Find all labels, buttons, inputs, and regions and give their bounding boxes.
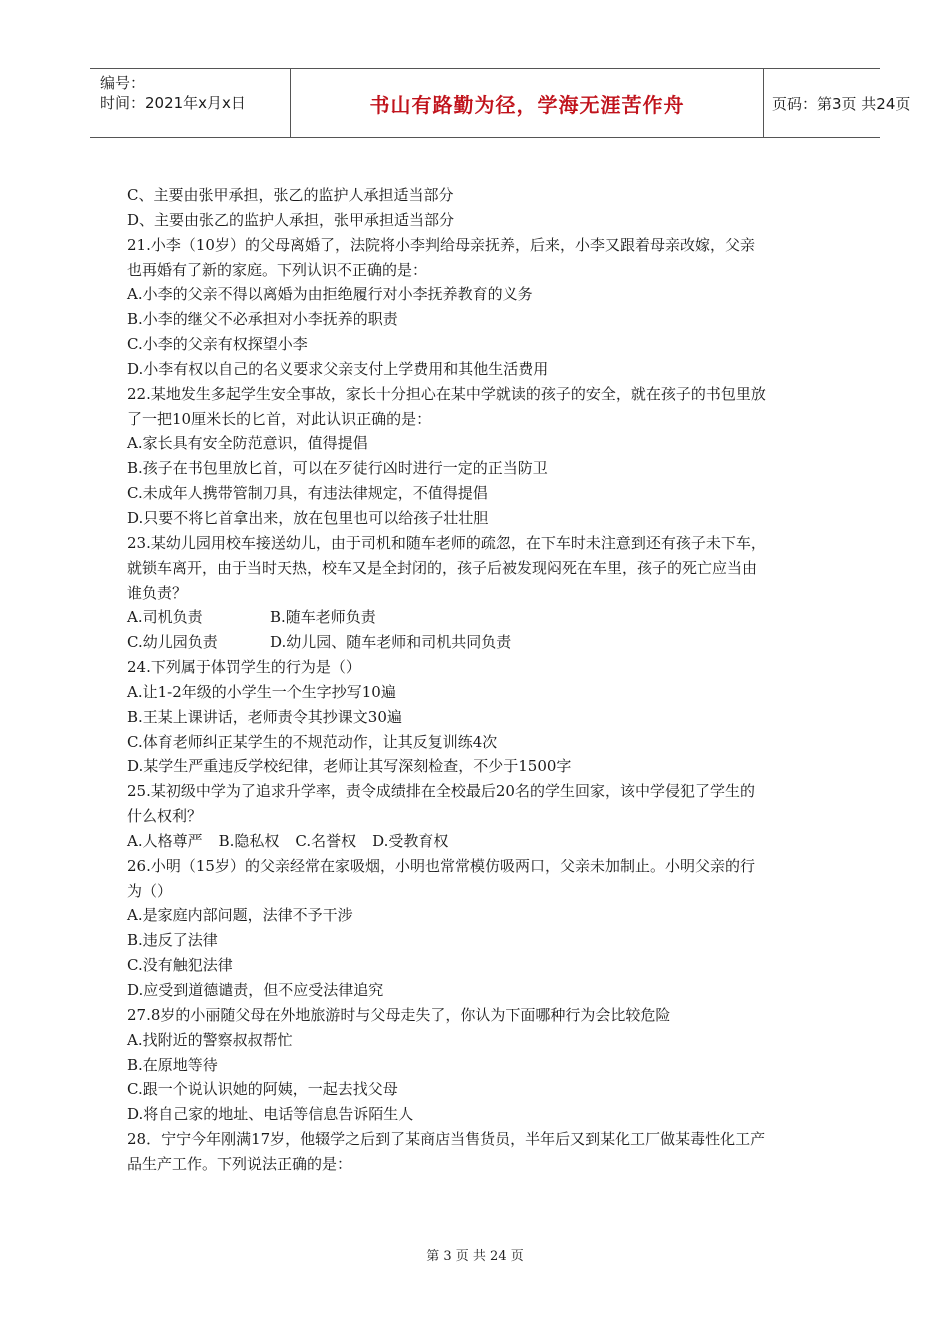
text-line: 品生产工作。下列说法正确的是： [127, 1154, 353, 1173]
header-meta [90, 69, 290, 137]
text-line: C.小李的父亲有权探望小李 [127, 335, 308, 354]
page-header [90, 68, 911, 138]
text-line: 就锁车离开，由于当时天热，校车又是全封闭的，孩子后被发现闷死在车里，孩子的死亡应当由 [127, 558, 758, 577]
text-line: 27.8岁的小丽随父母在外地旅游时与父母走失了，你认为下面哪种行为会比较危险 [127, 1005, 671, 1024]
document-body [127, 183, 847, 1177]
text-line: B.王某上课讲话，老师责令其抄课文30遍 [127, 707, 402, 726]
q23-option-c: C.幼儿园负责 [127, 633, 218, 652]
text-line: A.是家庭内部问题，法律不予干涉 [127, 906, 353, 925]
text-line: D.将自己家的地址、电话等信息告诉陌生人 [127, 1105, 414, 1124]
text-line: D.只要不将匕首拿出来，放在包里也可以给孩子壮壮胆 [127, 508, 489, 527]
text-line: 25.某初级中学为了追求升学率，责令成绩排在全校最后20名的学生回家，该中学侵犯了学生的 [127, 782, 755, 801]
text-line: 谁负责？ [127, 583, 188, 602]
q23-option-d: D.幼儿园、随车老师和司机共同负责 [270, 633, 512, 652]
q25-option-row [127, 829, 847, 854]
text-line: C.跟一个说认识她的阿姨，一起去找父母 [127, 1080, 398, 1099]
text-line: B.在原地等待 [127, 1055, 218, 1074]
page-label: 页码：第3页 共24页 [772, 94, 911, 113]
q25-option-a: A.人格尊严 [127, 831, 203, 850]
header-page-cell [764, 69, 911, 137]
q23-option-a: A.司机负责 [127, 608, 203, 627]
text-line: A.让1-2年级的小学生一个生字抄写10遍 [127, 682, 396, 701]
text-line: C.未成年人携带管制刀具，有违法律规定，不值得提倡 [127, 484, 488, 503]
q23-option-b: B.随车老师负责 [270, 608, 376, 627]
text-line: B.违反了法律 [127, 931, 218, 950]
q23-option-row [127, 605, 847, 630]
text-line: B.小李的继父不必承担对小李抚养的职责 [127, 310, 398, 329]
motto-text: 书山有路勤为径，学海无涯苦作舟 [369, 92, 685, 117]
text-line: 为（） [127, 881, 173, 900]
text-line: 了一把10厘米长的匕首，对此认识正确的是： [127, 409, 432, 428]
text-line: D.小李有权以自己的名义要求父亲支付上学费用和其他生活费用 [127, 359, 549, 378]
q25-option-d: D.受教育权 [372, 831, 449, 850]
text-line: A.小李的父亲不得以离婚为由拒绝履行对小李抚养教育的义务 [127, 285, 533, 304]
text-line: D、主要由张乙的监护人承担，张甲承担适当部分 [127, 210, 455, 229]
text-line: 21.小李（10岁）的父母离婚了，法院将小李判给母亲抚养，后来，小李又跟着母亲改嫁，父亲 [127, 235, 755, 254]
text-line: A.找附近的警察叔叔帮忙 [127, 1030, 293, 1049]
text-line: C.没有触犯法律 [127, 956, 233, 975]
text-line: 22.某地发生多起学生安全事故，家长十分担心在某中学就读的孩子的安全，就在孩子的书包里放 [127, 384, 766, 403]
text-line: 也再婚有了新的家庭。下列认识不正确的是： [127, 260, 428, 279]
page-footer: 第 3 页 共 24 页 [426, 1249, 524, 1264]
text-line: 24.下列属于体罚学生的行为是（） [127, 658, 361, 677]
number-label: 编号： [100, 74, 146, 92]
text-line: 23.某幼儿园用校车接送幼儿，由于司机和随车老师的疏忽，在下车时未注意到还有孩子未下车， [127, 533, 766, 552]
text-line: D.应受到道德谴责，但不应受法律追究 [127, 981, 384, 999]
time-label: 时间：2021年x月x日 [100, 94, 246, 112]
text-line: 26.小明（15岁）的父亲经常在家吸烟，小明也常常模仿吸两口，父亲未加制止。小明父亲的行 [127, 856, 755, 875]
text-line: C.体育老师纠正某学生的不规范动作，让其反复训练4次 [127, 732, 498, 751]
text-line: 28．宁宁今年刚满17岁，他辍学之后到了某商店当售货员，半年后又到某化工厂做某毒性化工产 [127, 1130, 766, 1149]
text-line: B.孩子在书包里放匕首，可以在歹徒行凶时进行一定的正当防卫 [127, 459, 548, 478]
header-motto-cell [290, 69, 764, 137]
text-line: D.某学生严重违反学校纪律，老师让其写深刻检查，不少于1500字 [127, 757, 572, 776]
q25-option-c: C.名誉权 [295, 831, 357, 850]
text-line: C、主要由张甲承担，张乙的监护人承担适当部分 [127, 186, 454, 204]
text-line: A.家长具有安全防范意识，值得提倡 [127, 434, 368, 453]
q25-option-b: B.隐私权 [218, 831, 280, 850]
q23-option-row [127, 630, 847, 655]
text-line: 什么权利？ [127, 807, 203, 826]
